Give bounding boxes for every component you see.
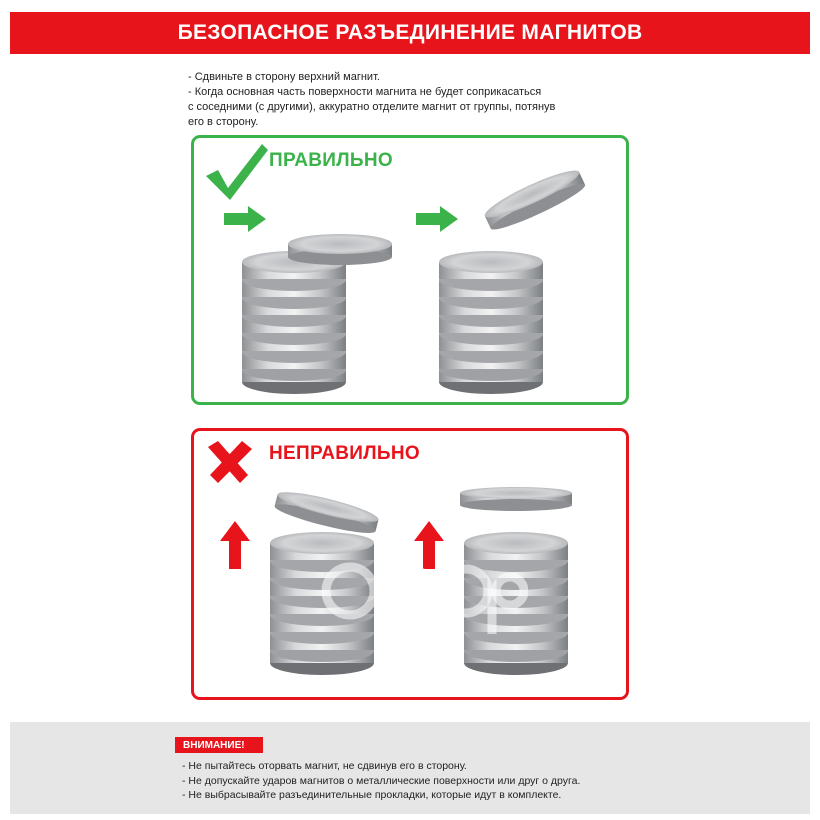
magnet-disc: [481, 164, 588, 235]
warning-box: [10, 722, 810, 814]
warning-item: - Не пытайтесь оторвать магнит, не сдвинув его в сторону.: [182, 760, 467, 772]
magnet-stack: [270, 532, 374, 675]
arrow-up-icon: [220, 521, 250, 569]
incorrect-panel: [191, 428, 629, 700]
cross-icon: [208, 441, 252, 483]
magnet-stack: [439, 251, 543, 394]
correct-illustration: [194, 138, 626, 402]
incorrect-illustration: [194, 431, 626, 697]
magnet-disc: [460, 487, 572, 511]
intro-text: [188, 70, 648, 130]
intro-line: - Сдвиньте в сторону верхний магнит.: [188, 71, 380, 83]
page-title-banner: [10, 12, 810, 54]
warning-tag: ВНИМАНИЕ!: [175, 737, 263, 753]
warning-item: - Не допускайте ударов магнитов о металлические поверхности или друг о друга.: [182, 774, 581, 787]
arrow-right-icon: [416, 206, 458, 232]
correct-label: ПРАВИЛЬНО: [269, 150, 393, 171]
intro-line: его в сторону.: [188, 116, 259, 128]
warning-list: [182, 759, 580, 803]
checkmark-icon: [206, 144, 268, 200]
incorrect-label: НЕПРАВИЛЬНО: [269, 443, 420, 464]
intro-line: - Когда основная часть поверхности магнита не будет соприкасаться: [188, 86, 542, 98]
correct-panel: [191, 135, 629, 405]
magnet-stack: [464, 532, 568, 675]
magnet-stack: [242, 234, 392, 394]
arrow-right-icon: [224, 206, 266, 232]
page-title: БЕЗОПАСНОЕ РАЗЪЕДИНЕНИЕ МАГНИТОВ: [177, 21, 643, 44]
arrow-up-icon: [414, 521, 444, 569]
intro-line: с соседними (с другими), аккуратно отделите магнит от группы, потянув: [188, 101, 556, 113]
magnet-disc: [273, 487, 380, 538]
warning-item: - Не выбрасывайте разъединительные прокладки, которые идут в комплекте.: [182, 789, 562, 801]
